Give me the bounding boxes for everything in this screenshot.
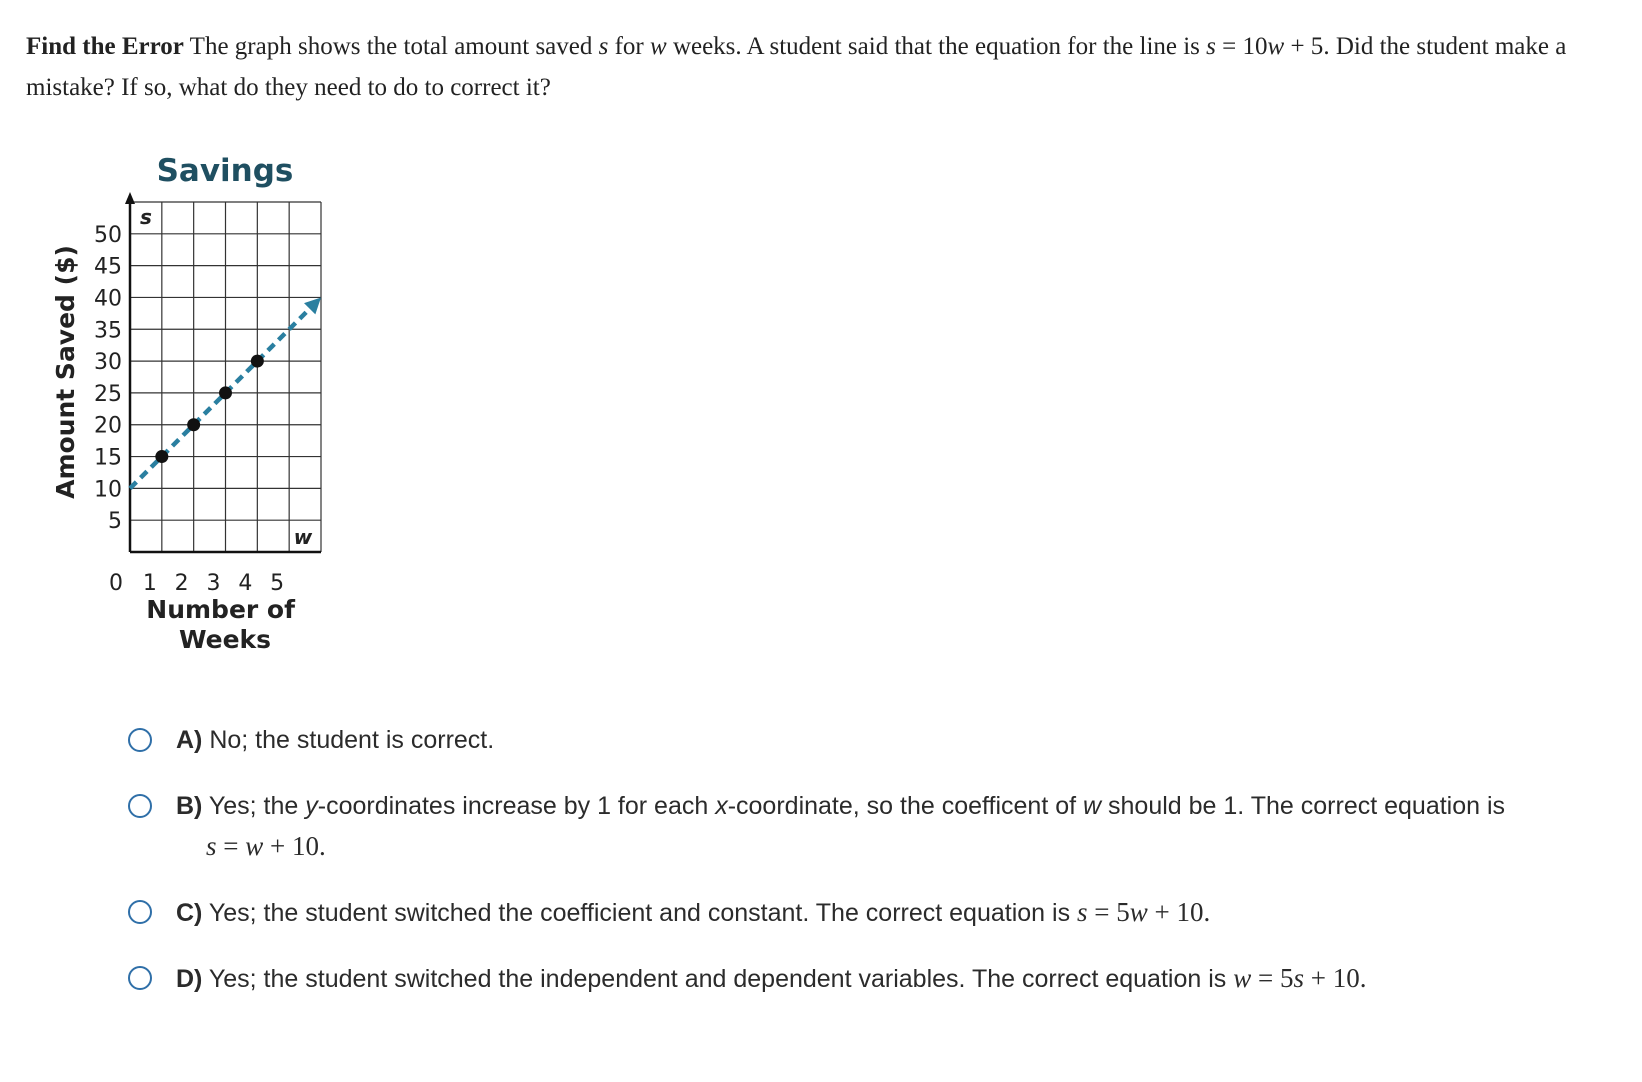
x-axis-label bbox=[146, 595, 303, 654]
var-x: x bbox=[715, 792, 728, 820]
option-b-part: -coordinates increase by 1 for each bbox=[317, 792, 716, 820]
trend-line-arrowhead bbox=[304, 297, 321, 314]
var-w: w bbox=[1083, 792, 1102, 820]
option-b-text bbox=[176, 786, 1636, 866]
eq-var-s: s bbox=[1077, 897, 1088, 927]
option-d-letter: D) bbox=[176, 965, 203, 993]
option-d-radio[interactable] bbox=[128, 966, 152, 990]
y-tick-label: 30 bbox=[94, 350, 122, 376]
equation-rest: + 5 bbox=[1284, 33, 1324, 60]
question-lead: Find the Error bbox=[26, 33, 184, 60]
option-d-text bbox=[176, 958, 1636, 999]
data-point bbox=[251, 355, 264, 368]
option-b-equation bbox=[176, 826, 1636, 866]
question-text-weeks: weeks. A student said that the equation for the line is bbox=[666, 33, 1207, 60]
option-b-part: Yes; the bbox=[202, 792, 306, 820]
chart-grid bbox=[130, 202, 321, 552]
eq-mid: = 5 bbox=[1087, 897, 1130, 927]
option-a-body: No; the student is correct. bbox=[202, 726, 495, 754]
y-tick-label: 15 bbox=[94, 445, 122, 471]
option-b-part: should be 1. The correct equation is bbox=[1101, 792, 1506, 820]
option-c-letter: C) bbox=[176, 899, 203, 927]
eq-var-w: w bbox=[1129, 897, 1148, 927]
option-a-letter: A) bbox=[176, 726, 203, 754]
y-tick-label: 10 bbox=[94, 477, 122, 503]
y-tick-label: 20 bbox=[94, 413, 122, 439]
x-tick-label: 3 bbox=[206, 571, 221, 596]
x-tick-label: 4 bbox=[238, 571, 253, 596]
y-axis-label: Amount Saved ($) bbox=[51, 245, 80, 499]
eq-mid: = 5 bbox=[1251, 963, 1294, 993]
savings-chart bbox=[40, 140, 340, 680]
option-a-text bbox=[176, 720, 1636, 760]
eq-var-w: w bbox=[1233, 963, 1252, 993]
option-b-part: -coordinate, so the coefficent of bbox=[727, 792, 1084, 820]
x-axis-label-line-2: Weeks bbox=[178, 625, 272, 654]
equation-w: w bbox=[1267, 33, 1285, 60]
question-text-end: . Did the student make a mistake? If so, what do they need to do to correct it? bbox=[26, 33, 1567, 101]
question-prompt bbox=[26, 26, 1616, 108]
y-tick-labels bbox=[94, 223, 122, 534]
x-tick-label: 2 bbox=[174, 571, 189, 596]
option-b-radio[interactable] bbox=[128, 794, 152, 818]
question-text: The graph shows the total amount saved bbox=[183, 33, 599, 60]
y-tick-label: 35 bbox=[94, 318, 122, 344]
eq-mid: = bbox=[216, 831, 246, 861]
data-point bbox=[219, 386, 232, 399]
option-d-equation bbox=[1233, 963, 1366, 993]
chart-title: Savings bbox=[156, 153, 294, 189]
x-axis-variable: w bbox=[293, 525, 313, 549]
var-y: y bbox=[305, 792, 318, 820]
x-tick-label: 1 bbox=[142, 571, 157, 596]
x-tick-labels bbox=[109, 571, 284, 596]
question-text-for: for bbox=[608, 33, 650, 60]
y-tick-label: 50 bbox=[94, 222, 122, 248]
equation-lhs: s bbox=[1206, 33, 1216, 60]
equation-eq: = 10 bbox=[1215, 33, 1268, 60]
option-a-radio[interactable] bbox=[128, 728, 152, 752]
eq-var-w: w bbox=[245, 831, 264, 861]
option-c-text bbox=[176, 892, 1636, 933]
eq-rest: + 10. bbox=[1147, 897, 1211, 927]
option-c-radio[interactable] bbox=[128, 900, 152, 924]
y-axis-arrowhead bbox=[125, 192, 135, 204]
option-d-part: Yes; the student switched the independent and dependent variables. The correct equation is bbox=[202, 965, 1234, 993]
y-tick-label: 40 bbox=[94, 286, 122, 312]
y-tick-label: 45 bbox=[94, 254, 122, 280]
data-point bbox=[187, 418, 200, 431]
x-tick-label: 5 bbox=[270, 571, 285, 596]
eq-var-s: s bbox=[1293, 963, 1304, 993]
y-tick-label: 5 bbox=[108, 509, 122, 535]
option-c-part: Yes; the student switched the coefficient and constant. The correct equation is bbox=[202, 899, 1078, 927]
y-axis-variable: s bbox=[140, 205, 152, 229]
var-w: w bbox=[650, 33, 667, 60]
x-axis-label-line-1: Number of bbox=[146, 595, 295, 624]
option-c-equation bbox=[1077, 897, 1210, 927]
eq-rest: + 10. bbox=[263, 831, 326, 861]
option-b-letter: B) bbox=[176, 792, 203, 820]
data-point bbox=[155, 450, 168, 463]
y-tick-label: 25 bbox=[94, 381, 122, 407]
chart-axes bbox=[125, 192, 321, 552]
var-s: s bbox=[598, 33, 609, 60]
eq-var-s: s bbox=[206, 831, 217, 861]
x-tick-label: 0 bbox=[109, 571, 123, 596]
eq-rest: + 10. bbox=[1303, 963, 1367, 993]
trend-line bbox=[130, 309, 310, 489]
